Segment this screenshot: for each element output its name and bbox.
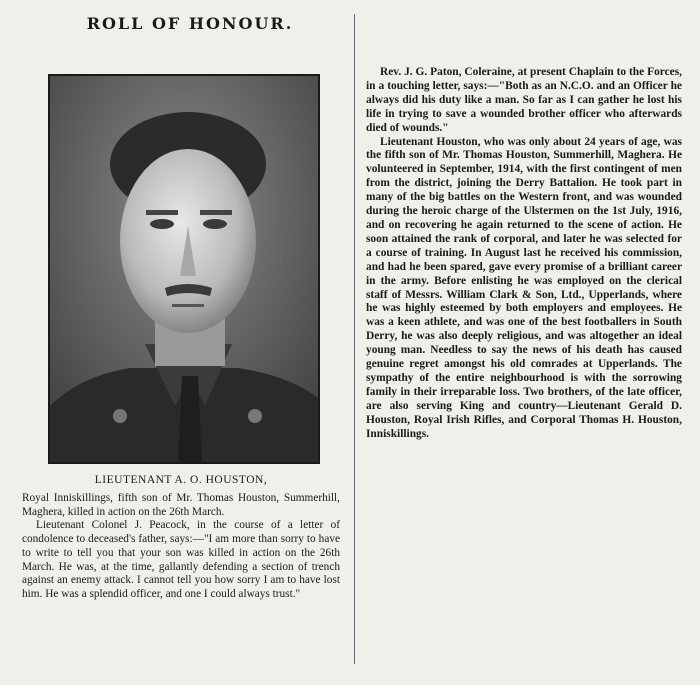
left-column-text xyxy=(22,492,340,602)
photo-caption: LIEUTENANT A. O. HOUSTON, xyxy=(94,474,268,486)
right-column-text xyxy=(366,66,682,441)
peacock-letter-paragraph: Lieutenant Colonel J. Peacock, in the course of a letter of condolence to deceased's father, says:—"I am more than sorry to have to write to tell you that your son was killed in action on the 26th March. He was, at the time, gallantly defending a section of trench against an enemy attack. I cannot tell you how sorry I am to have lost him. He was a splendid officer, and one I could always trust." xyxy=(22,519,340,600)
intro-paragraph: Royal Inniskillings, fifth son of Mr. Thomas Houston, Summerhill, Maghera, killed in action on the 26th March. xyxy=(22,492,340,518)
biography-paragraph: Lieutenant Houston, who was only about 24 years of age, was the fifth son of Mr. Thomas Houston, Summerhill, Maghera. He volunteered in September, 1914, with the first contingent of men from the district, joining the Derry Battalion. He took part in many of the big battles on the Western front, and was wounded during the heroic charge of the Ulstermen on the 1st July, 1916, and on recovering he again returned to the scene of action. He soon attained the rank of corporal, and later he was selected for a course of training. In August last he received his commission, and had he been spared, gave every promise of a brilliant career in the army. Before enlisting he was employed on the clerical staff of Messrs. William Clark & Son, Ltd., Upperlands, where he was highly esteemed by both employers and employees. He was a keen athlete, and was one of the best footballers in South Derry, he was also deeply religious, and was altogether an ideal young man. Needless to say the news of his death has caused genuine regret amongst his old comrades at Upperlands. The sympathy of the entire neighbourhood is with the sorrowing family in their irreparable loss. Two brothers, of the late officer, are also serving King and country—Lieutenant Gerald D. Houston, Royal Irish Rifles, and Corporal Thomas H. Houston, Inniskillings. xyxy=(366,135,682,440)
column-divider xyxy=(354,14,355,664)
portrait-photo xyxy=(48,74,320,464)
page-title: ROLL OF HONOUR. xyxy=(86,14,294,33)
soldier-portrait-image xyxy=(50,76,318,462)
paton-letter-paragraph: Rev. J. G. Paton, Coleraine, at present Chaplain to the Forces, in a touching letter, says:—"Both as an N.C.O. and an Officer he always did his duty like a man. So far as I can gather he lost his life in trying to save a wounded brother officer who afterwards died of wounds." xyxy=(366,66,682,134)
